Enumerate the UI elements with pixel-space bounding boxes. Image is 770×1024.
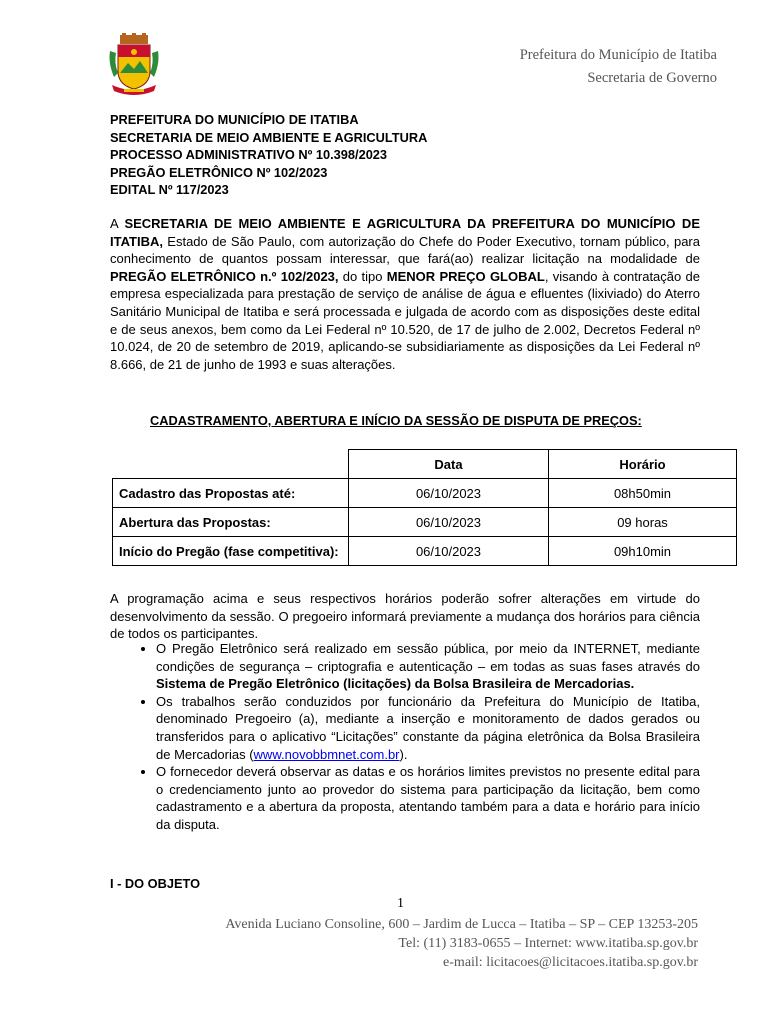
bullet-1-text: O Pregão Eletrônico será realizado em sessão pública, por meio da INTERNET, mediante condições de segurança – criptografia e autenticação – em todas as suas fases através do [156, 641, 700, 674]
intro-bold-2: PREGÃO ELETRÔNICO n.º 102/2023, [110, 268, 339, 284]
column-header-date: Data [349, 450, 549, 479]
page-number: 1 [397, 896, 404, 911]
intro-paragraph [110, 215, 700, 373]
header-department: Secretaria de Governo [587, 70, 717, 86]
row-label: Abertura das Propostas: [113, 508, 349, 537]
bullet-2-end: ). [399, 746, 408, 762]
bbm-website-link[interactable]: www.novobbmnet.com.br [253, 746, 400, 762]
footer-email: e-mail: licitacoes@licitacoes.itatiba.sp.gov.br [443, 955, 698, 970]
schedule-note: A programação acima e seus respectivos horários poderão sofrer alterações em virtude do desenvolvimento da sessão. O pregoeiro informará previamente a mudança dos horários para ciência de todos os participantes. [110, 591, 700, 642]
row-time: 08h50min [549, 479, 737, 508]
footer-phone: Tel: (11) 3183-0655 – Internet: www.itatiba.sp.gov.br [398, 936, 698, 951]
intro-text-2: Estado de São Paulo, com autorização do Chefe do Poder Executivo, tornam público, para conhecimento de quantos possam interessar, que fará(ao) realizar licitação na modalidade de [110, 233, 700, 267]
header-municipality: Prefeitura do Município de Itatiba [519, 47, 717, 63]
row-label: Início do Pregão (fase competitiva): [113, 537, 349, 566]
table-row [113, 479, 737, 508]
title-process: PROCESSO ADMINISTRATIVO Nº 10.398/2023 [110, 147, 388, 162]
title-municipality: PREFEITURA DO MUNICÍPIO DE ITATIBA [110, 112, 359, 127]
intro-text-1: A [110, 216, 125, 231]
title-auction: PREGÃO ELETRÔNICO Nº 102/2023 [110, 164, 328, 180]
bullet-3-text: O fornecedor deverá observar as datas e os horários limites previstos no presente edital para o credenciamento junto ao provedor do sistema para participação da licitação, bem como cadastramento e a abertura da proposta, atentando também para a data e horário para início da disputa. [156, 764, 700, 832]
row-date: 06/10/2023 [349, 479, 549, 508]
row-time: 09 horas [549, 508, 737, 537]
table-header-empty [113, 450, 349, 479]
title-secretariat: SECRETARIA DE MEIO AMBIENTE E AGRICULTURA [110, 129, 428, 145]
bullet-list [110, 640, 700, 834]
page-header [520, 44, 717, 90]
bullet-2-text: Os trabalhos serão conduzidos por funcionário da Prefeitura do Município de Itatiba, denominado Pregoeiro (a), mediante a inserção e monitoramento de dados gerados ou transferidos para o aplicativo “Licitações” constante da página eletrônica da Bolsa Brasileira de Mercadorias ( [156, 693, 700, 762]
section-heading-object: I - DO OBJETO [110, 876, 201, 891]
coat-of-arms-icon [108, 33, 160, 103]
table-row [113, 508, 737, 537]
list-item [156, 640, 700, 693]
row-time: 09h10min [549, 537, 737, 566]
row-label: Cadastro das Propostas até: [113, 479, 349, 508]
schedule-table [112, 449, 737, 566]
title-edict: EDITAL Nº 117/2023 [110, 182, 229, 197]
intro-bold-1: SECRETARIA DE MEIO AMBIENTE E AGRICULTURA DA PREFEITURA DO MUNICÍPIO DE ITATIBA, [110, 216, 700, 249]
footer-address: Avenida Luciano Consoline, 600 – Jardim de Lucca – Itatiba – SP – CEP 13253-205 [225, 917, 698, 932]
intro-text-4: , visando à contratação de empresa especializada para prestação de serviço de análise de água e efluentes (lixiviado) do Aterro Sanitário Municipal de Itatiba e será processada e julgada de acordo com as disposições deste edital e de seus anexos, bem como da Lei Federal nº 10.520, de 17 de julho de 2.002, Decretos Federal nº 10.024, de 20 de setembro de 2019, aplicando-se subsidiariamente as disposições da Lei Federal nº 8.666, de 21 de junho de 1993 e suas alterações. [110, 268, 700, 372]
document-titles [110, 111, 700, 199]
page-footer [225, 896, 698, 972]
bullet-1-bold: Sistema de Pregão Eletrônico (licitações) da Bolsa Brasileira de Mercadorias. [156, 676, 635, 692]
list-item [156, 693, 700, 763]
schedule-section-title: CADASTRAMENTO, ABERTURA E INÍCIO DA SESSÃO DE DISPUTA DE PREÇOS: [150, 413, 642, 428]
row-date: 06/10/2023 [349, 537, 549, 566]
intro-bold-3: MENOR PREÇO GLOBAL [386, 268, 545, 284]
table-row [113, 537, 737, 566]
row-date: 06/10/2023 [349, 508, 549, 537]
table-header-row [113, 450, 737, 479]
list-item [156, 763, 700, 833]
column-header-time: Horário [549, 450, 737, 479]
intro-text-3: do tipo [338, 268, 387, 284]
